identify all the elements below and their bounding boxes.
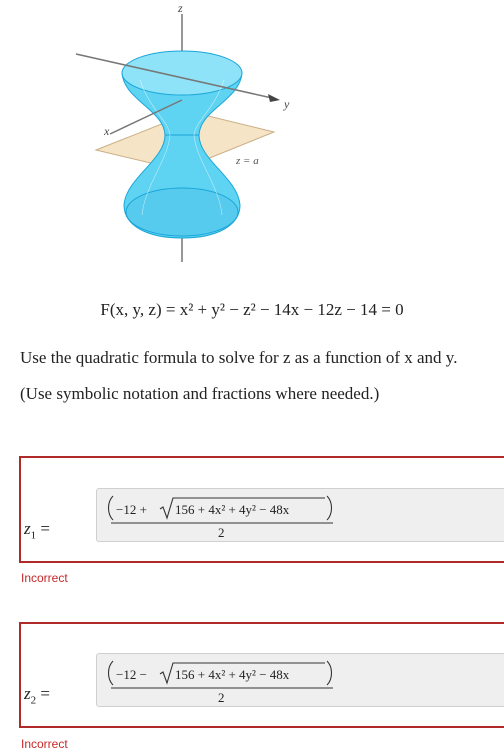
surface-equation: F(x, y, z) = x² + y² − z² − 14x − 12z − 14 = 0 bbox=[100, 300, 404, 319]
bottom-rim bbox=[126, 188, 238, 236]
z2-denominator: 2 bbox=[218, 690, 225, 705]
z2-status: Incorrect bbox=[21, 737, 68, 751]
z2-radicand: 156 + 4x² + 4y² − 48x bbox=[175, 667, 290, 682]
z2-label: $z_2$ = bbox=[24, 684, 50, 707]
x-axis-label: x bbox=[104, 124, 110, 138]
z1-answer-field[interactable] bbox=[96, 488, 504, 542]
plane-label: z = a bbox=[236, 155, 259, 167]
z1-prefix: −12 + bbox=[116, 502, 147, 517]
z1-expression bbox=[103, 492, 343, 540]
z2-answer-field[interactable] bbox=[96, 653, 504, 707]
hyperboloid-figure bbox=[40, 0, 340, 268]
instruction-text: Use the quadratic formula to solve for z as a function of x and y. bbox=[20, 348, 458, 367]
instruction-note: (Use symbolic notation and fractions where needed.) bbox=[20, 384, 380, 403]
y-axis-label: y bbox=[284, 97, 290, 111]
y-axis-arrow bbox=[268, 94, 280, 102]
z2-prefix: −12 − bbox=[116, 667, 147, 682]
z1-label: $z_1$ = bbox=[24, 519, 50, 542]
z1-radicand: 156 + 4x² + 4y² − 48x bbox=[175, 502, 290, 517]
top-rim bbox=[122, 51, 242, 95]
z2-expression bbox=[103, 657, 343, 705]
z-axis-label: z bbox=[178, 1, 183, 15]
z1-status: Incorrect bbox=[21, 571, 68, 585]
z1-denominator: 2 bbox=[218, 525, 225, 540]
